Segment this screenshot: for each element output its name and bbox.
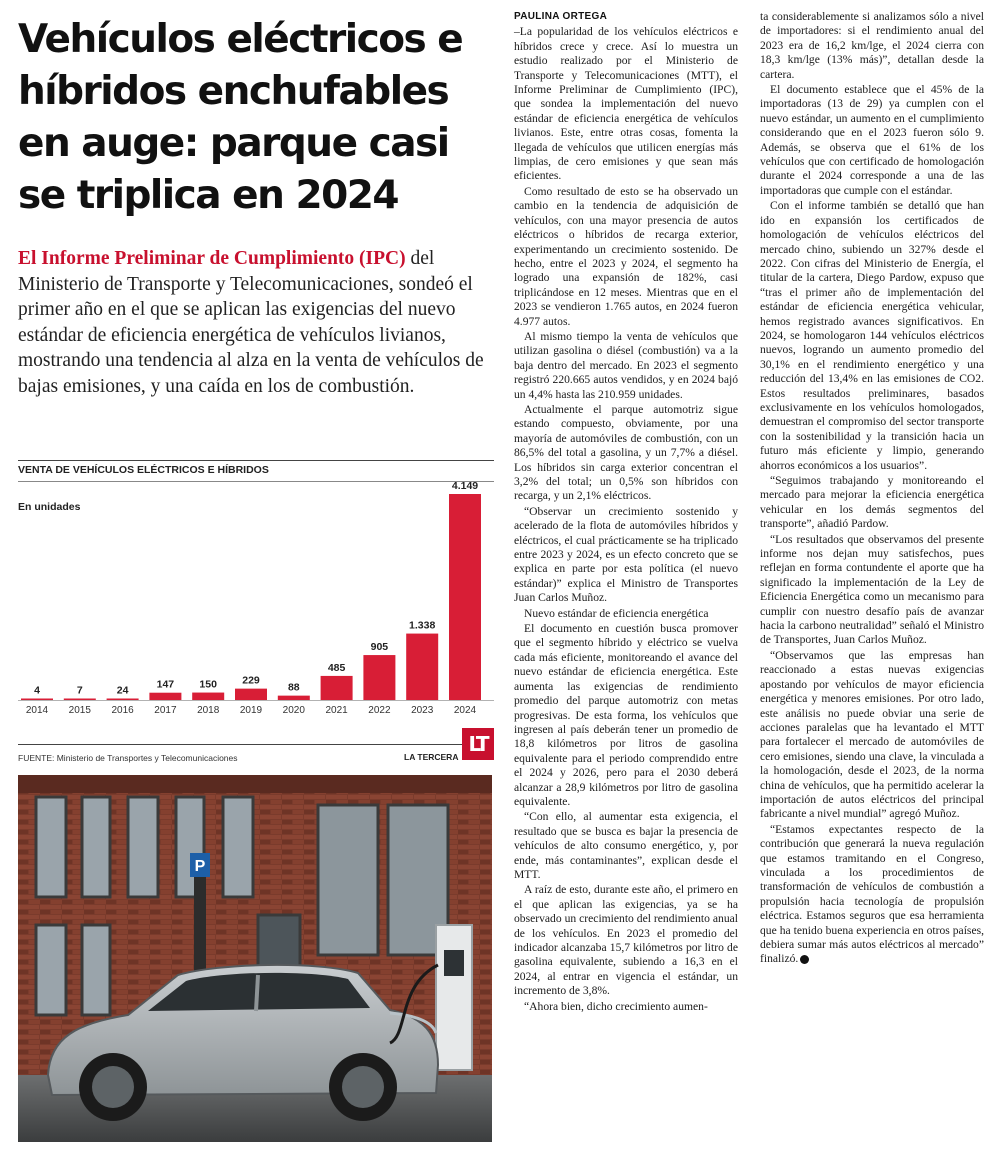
x-tick-2021: 2021 xyxy=(325,705,348,716)
paragraph-text: “Estamos expectantes respecto de la contribución que generará la nueva regulación que estamos tramitando en el Congreso, vinculada a los procedimientos de transformación de vehículos de combustión a propulsión hacia tecnología de propulsión eléctrica. Estamos seguros que esa herramienta que ha tenido buena experiencia en otros países, debiera sumar más autos eléctricos al mercado” finalizó. xyxy=(760,822,984,966)
sales-chart xyxy=(18,460,494,768)
bar-2015 xyxy=(64,699,96,701)
svg-text:P: P xyxy=(194,858,206,875)
bar-2017 xyxy=(149,693,181,700)
bar-2020 xyxy=(278,696,310,700)
x-tick-2022: 2022 xyxy=(368,705,391,716)
paragraph: ta considerablemente si analizamos sólo a nivel de importadores: si el rendimiento anual del 2023 era de 16,2 km/lge, el 2024 cierra con 18,3 km/lge (13% más)”, detallan desde la cartera. xyxy=(760,10,984,81)
value-label-2022: 905 xyxy=(370,641,389,654)
value-label-2023: 1.338 xyxy=(409,619,436,632)
bar-2021 xyxy=(321,676,353,700)
paragraph: Como resultado de esto se ha observado un cambio en la tendencia de adquisición de vehículos, con una mayor presencia de autos eléctricos o híbridos de recarga exterior, experimentando un crecimiento sostenido. De hecho, entre el 2023 y 2024, el segmento ha logrado una expansión de 182%, casi triplicándose en 12 meses. Mientras que en el 2023 se vendieron 1.765 autos, en 2024 fueron 4.977 autos. xyxy=(514,184,738,328)
chart-units: En unidades xyxy=(18,501,81,513)
paragraph: Actualmente el parque automotriz sigue estando compuesto, obviamente, por una mayoría de automóviles de combustión, con un 86,5% del total a gasolina, y un 7,7% a diésel. Los híbridos sin carga exterior concentran el 3,2% del total; un 0,5% son híbridos con recarga, y un 2,1% eléctricos. xyxy=(514,402,738,503)
x-tick-2024: 2024 xyxy=(453,705,477,716)
bar-2016 xyxy=(107,699,139,701)
chart-source: FUENTE: Ministerio de Transportes y Telecomunicaciones xyxy=(18,753,238,763)
value-label-2016: 24 xyxy=(116,684,129,697)
value-label-2014: 4 xyxy=(34,684,40,697)
bar-2018 xyxy=(192,693,224,700)
x-tick-2014: 2014 xyxy=(25,705,49,716)
paragraph: El documento establece que el 45% de la importadoras (13 de 29) ya cumplen con el nuevo estándar, un aumento en el cumplimiento considerando que en el 2023 fueron sólo 9. Además, se observa que el 61% de los vehículos que con certificado de homologación durante el 2024 corresponde a una de las importadoras que cumple con el estándar. xyxy=(760,83,984,197)
value-label-2018: 150 xyxy=(199,678,217,691)
lead-text: del Ministerio de Transporte y Telecomunicaciones, sondeó el primer año en el que se aplican las exigencias del nuevo estándar de eficiencia energética de vehículos livianos, mostrando una tendencia al alza en la venta de vehículos de bajas emisiones, y una caída en los de combustión. xyxy=(18,248,484,397)
value-label-2019: 229 xyxy=(242,674,260,687)
paragraph: El documento en cuestión busca promover que el segmento híbrido y eléctrico se vuelva cada más eficiente, monitoreando el avance del nuevo estándar de eficiencia energética. Este aumenta las exigencias de rendimiento promedio del parque automotriz con metas progresivas. De esta forma, los vehículos que ingresen al país deberán tener un promedio de 18,8 kilómetros por litros de gasolina equivalente para el periodo comprendido entre el 2024 y 2026, pero para el 2030 deberá alcanzar a 28,9 kilómetros por litro de gasolina equivalente. xyxy=(514,622,738,808)
bar-2023 xyxy=(406,634,438,700)
end-mark-icon xyxy=(800,955,809,964)
subheading: Nuevo estándar de eficiencia energética xyxy=(524,606,709,620)
byline: PAULINA ORTEGA xyxy=(514,11,608,22)
paragraph: “Seguimos trabajando y monitoreando el mercado para mejorar la eficiencia energética vehicular en los demás segmentos del transporte”, añadió Pardow. xyxy=(760,474,984,531)
value-label-2021: 485 xyxy=(327,661,346,674)
lead-highlight: El Informe Preliminar de Cumplimiento (IPC) xyxy=(18,248,406,269)
chart-bottom-rule xyxy=(18,744,494,745)
x-tick-2016: 2016 xyxy=(111,705,134,716)
value-label-2020: 88 xyxy=(287,681,300,694)
x-tick-2020: 2020 xyxy=(282,705,305,716)
paragraph: “Con ello, al aumentar esta exigencia, el resultado que se busca es bajar la presencia de vehículos de alto consumo energético, y, por ende, más contaminantes”, explican desde el MTT. xyxy=(514,810,738,881)
chart-plot xyxy=(18,460,494,720)
bar-2022 xyxy=(363,655,395,700)
lead-paragraph xyxy=(18,246,493,399)
x-tick-2023: 2023 xyxy=(411,705,434,716)
paragraph: –La popularidad de los vehículos eléctricos e híbridos crece y crece. Así lo muestra un estudio realizado por el Ministerio de Transporte y Telecomunicaciones (MTT), el Informe Preliminar de Cumplimiento (IPC), que sondea la implementación del nuevo estándar de eficiencia energética de vehículos livianos. Este, entre otras cosas, fomenta la llegada de vehículos que utilicen energías más limpias, de cero emisiones y que sean más eficientes. xyxy=(514,25,738,183)
article-column-2 xyxy=(760,10,984,968)
x-tick-2019: 2019 xyxy=(239,705,263,716)
paragraph: Con el informe también se detalló que han ido en expansión los certificados de homologación de vehículos eléctricos del mercado chino, subiendo un 327% desde el 2022. Con cifras del Ministerio de Energía, el titular de la cartera, Diego Pardow, expuso que “tras el primer año de implementación del estándar de eficiencia energética vehicular, hemos registrado avances significativos. En 2024, se homologaron 144 vehículos eléctricos nuevos, logrando un aumento promedio del 30,1% en el rendimiento energético y una reducción del 13,4% en las emisiones de CO2. Estos resultados preliminares, basados exclusivamente en los vehículos homologados, demuestran el compromiso del sector transporte con la sostenibilidad y la transición hacia un futuro más eficiente y limpio, generando ahorros económicos a los usuarios”. xyxy=(760,199,984,472)
bar-2014 xyxy=(21,699,53,701)
paragraph: A raíz de esto, durante este año, el primero en el que aplican las exigencias, ya se ha observado un crecimiento del rendimiento anual de los vehículos. En 2023 el promedio del indicador alcanzaba 15,7 kilómetros por litro de gasolina equivalente, subiendo a 16,3 en el 2024, al entrar en vigencia el estándar, un incremento de 3,8%. xyxy=(514,883,738,998)
paragraph: Al mismo tiempo la venta de vehículos que utilizan gasolina o diésel (combustión) va a la baja dentro del mercado. En 2023 el segmento registró 220.665 autos vendidos, y en 2024 bajó un 4,4% hasta las 210.959 unidades. xyxy=(514,329,738,401)
x-tick-2018: 2018 xyxy=(197,705,220,716)
value-label-2015: 7 xyxy=(76,684,83,697)
x-tick-2017: 2017 xyxy=(154,705,177,716)
chart-title: VENTA DE VEHÍCULOS ELÉCTRICOS E HÍBRIDOS xyxy=(18,464,269,476)
paragraph: “Los resultados que observamos del presente informe nos dejan muy satisfechos, pues reflejan en forma contundente el aporte que ha significado la implementación de la Ley de Eficiencia Energética como un mecanismo para cumplir con nuestro desafío país de avanzar hacia la carbono neutralidad” señaló el Ministro de Transportes, Juan Carlos Muñoz. xyxy=(760,532,984,647)
paragraph xyxy=(760,823,984,967)
article-column-1 xyxy=(514,10,738,1015)
bar-2024 xyxy=(449,494,481,700)
brand-logo: LT xyxy=(462,728,494,760)
charging-station xyxy=(436,925,472,1070)
headline: Vehículos eléctricos e híbridos enchufables en auge: parque casi se triplica en 2024 xyxy=(18,17,463,218)
brand-name: LA TERCERA xyxy=(404,752,459,762)
car-charging-photo xyxy=(18,775,492,1142)
paragraph: “Ahora bien, dicho crecimiento aumen- xyxy=(524,999,708,1013)
bar-2019 xyxy=(235,689,267,700)
paragraph: “Observamos que las empresas han reaccionado a estas nuevas exigencias apostando por vehículos de mayor eficiencia energética y menores emisiones. Por otro lado, este análisis no puede obviar una serie de acciones paralelas que ha levantado el MTT para fortalecer el mercado de automóviles de cero emisiones, siendo una clave, la vinculada a la homologación, desde el 2023, de la norma china de vehículos, que ha permitido acelerar la importación de autos eléctricos del principal fabricante a nivel mundial” agregó Muñoz. xyxy=(760,648,984,821)
paragraph: “Observar un crecimiento sostenido y acelerado de la flota de automóviles híbridos y eléctricos, el cual prácticamente se ha triplicado entre 2023 y 2024, es un efecto concreto que se explica en parte por esta política (el nuevo estándar)” explica el Ministro de Transportes Juan Carlos Muñoz. xyxy=(514,504,738,605)
value-label-2024: 4.149 xyxy=(451,480,479,492)
x-tick-2015: 2015 xyxy=(68,705,91,716)
value-label-2017: 147 xyxy=(156,678,175,691)
